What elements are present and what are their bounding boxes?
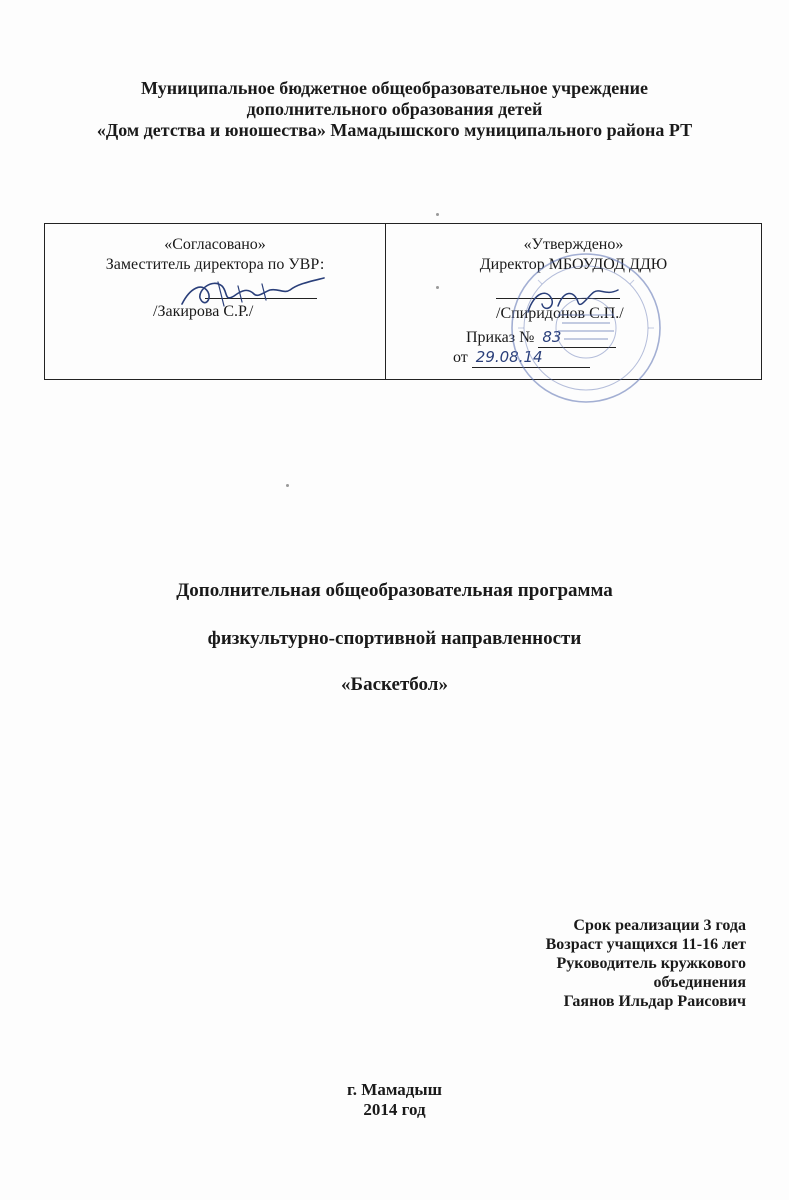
order-label: Приказ № xyxy=(466,329,535,346)
approved-signature-line xyxy=(496,298,620,299)
header-line-1: Муниципальное бюджетное общеобразовательное учреждение xyxy=(140,78,649,98)
agreed-position: Заместитель директора по УВР: xyxy=(105,256,325,273)
info-duration: Срок реализации 3 года xyxy=(573,917,746,934)
date-line xyxy=(453,347,590,368)
header-line-2: дополнительного образования детей xyxy=(246,99,543,119)
approval-cell-approved xyxy=(386,224,761,379)
agreed-title: «Согласовано» xyxy=(164,236,266,253)
footer xyxy=(0,1080,789,1120)
program-info xyxy=(546,916,746,1011)
approved-title: «Утверждено» xyxy=(523,236,624,253)
agreed-signature-line xyxy=(205,298,317,299)
info-leader-label-cont: объединения xyxy=(653,974,746,991)
scan-speck xyxy=(436,286,439,289)
footer-city: г. Мамадыш xyxy=(346,1080,443,1099)
order-line xyxy=(466,327,616,348)
date-label: от xyxy=(453,349,468,366)
approval-table xyxy=(44,223,762,380)
scan-speck xyxy=(286,484,289,487)
footer-year: 2014 год xyxy=(363,1100,426,1119)
approved-position: Директор МБОУДОД ДДЮ xyxy=(479,256,668,273)
program-title-line-2: физкультурно-спортивной направленности xyxy=(207,628,582,649)
order-number: 83 xyxy=(538,327,616,348)
approved-name: /Спиридонов С.П./ xyxy=(496,305,624,322)
info-leader-name: Гаянов Ильдар Раисович xyxy=(563,993,746,1010)
agreed-name: /Закирова С.Р./ xyxy=(153,303,254,320)
header-line-3: «Дом детства и юношества» Мамадышского муниципального района РТ xyxy=(96,120,693,140)
program-title-line-1: Дополнительная общеобразовательная программа xyxy=(176,580,613,601)
date-value: 29.08.14 xyxy=(472,347,590,368)
institution-header xyxy=(0,78,789,141)
info-age: Возраст учащихся 11-16 лет xyxy=(545,936,746,953)
scan-speck xyxy=(436,213,439,216)
program-title-line-3: «Баскетбол» xyxy=(341,674,448,695)
info-leader-label: Руководитель кружкового xyxy=(556,955,746,972)
approval-cell-agreed xyxy=(45,224,386,379)
